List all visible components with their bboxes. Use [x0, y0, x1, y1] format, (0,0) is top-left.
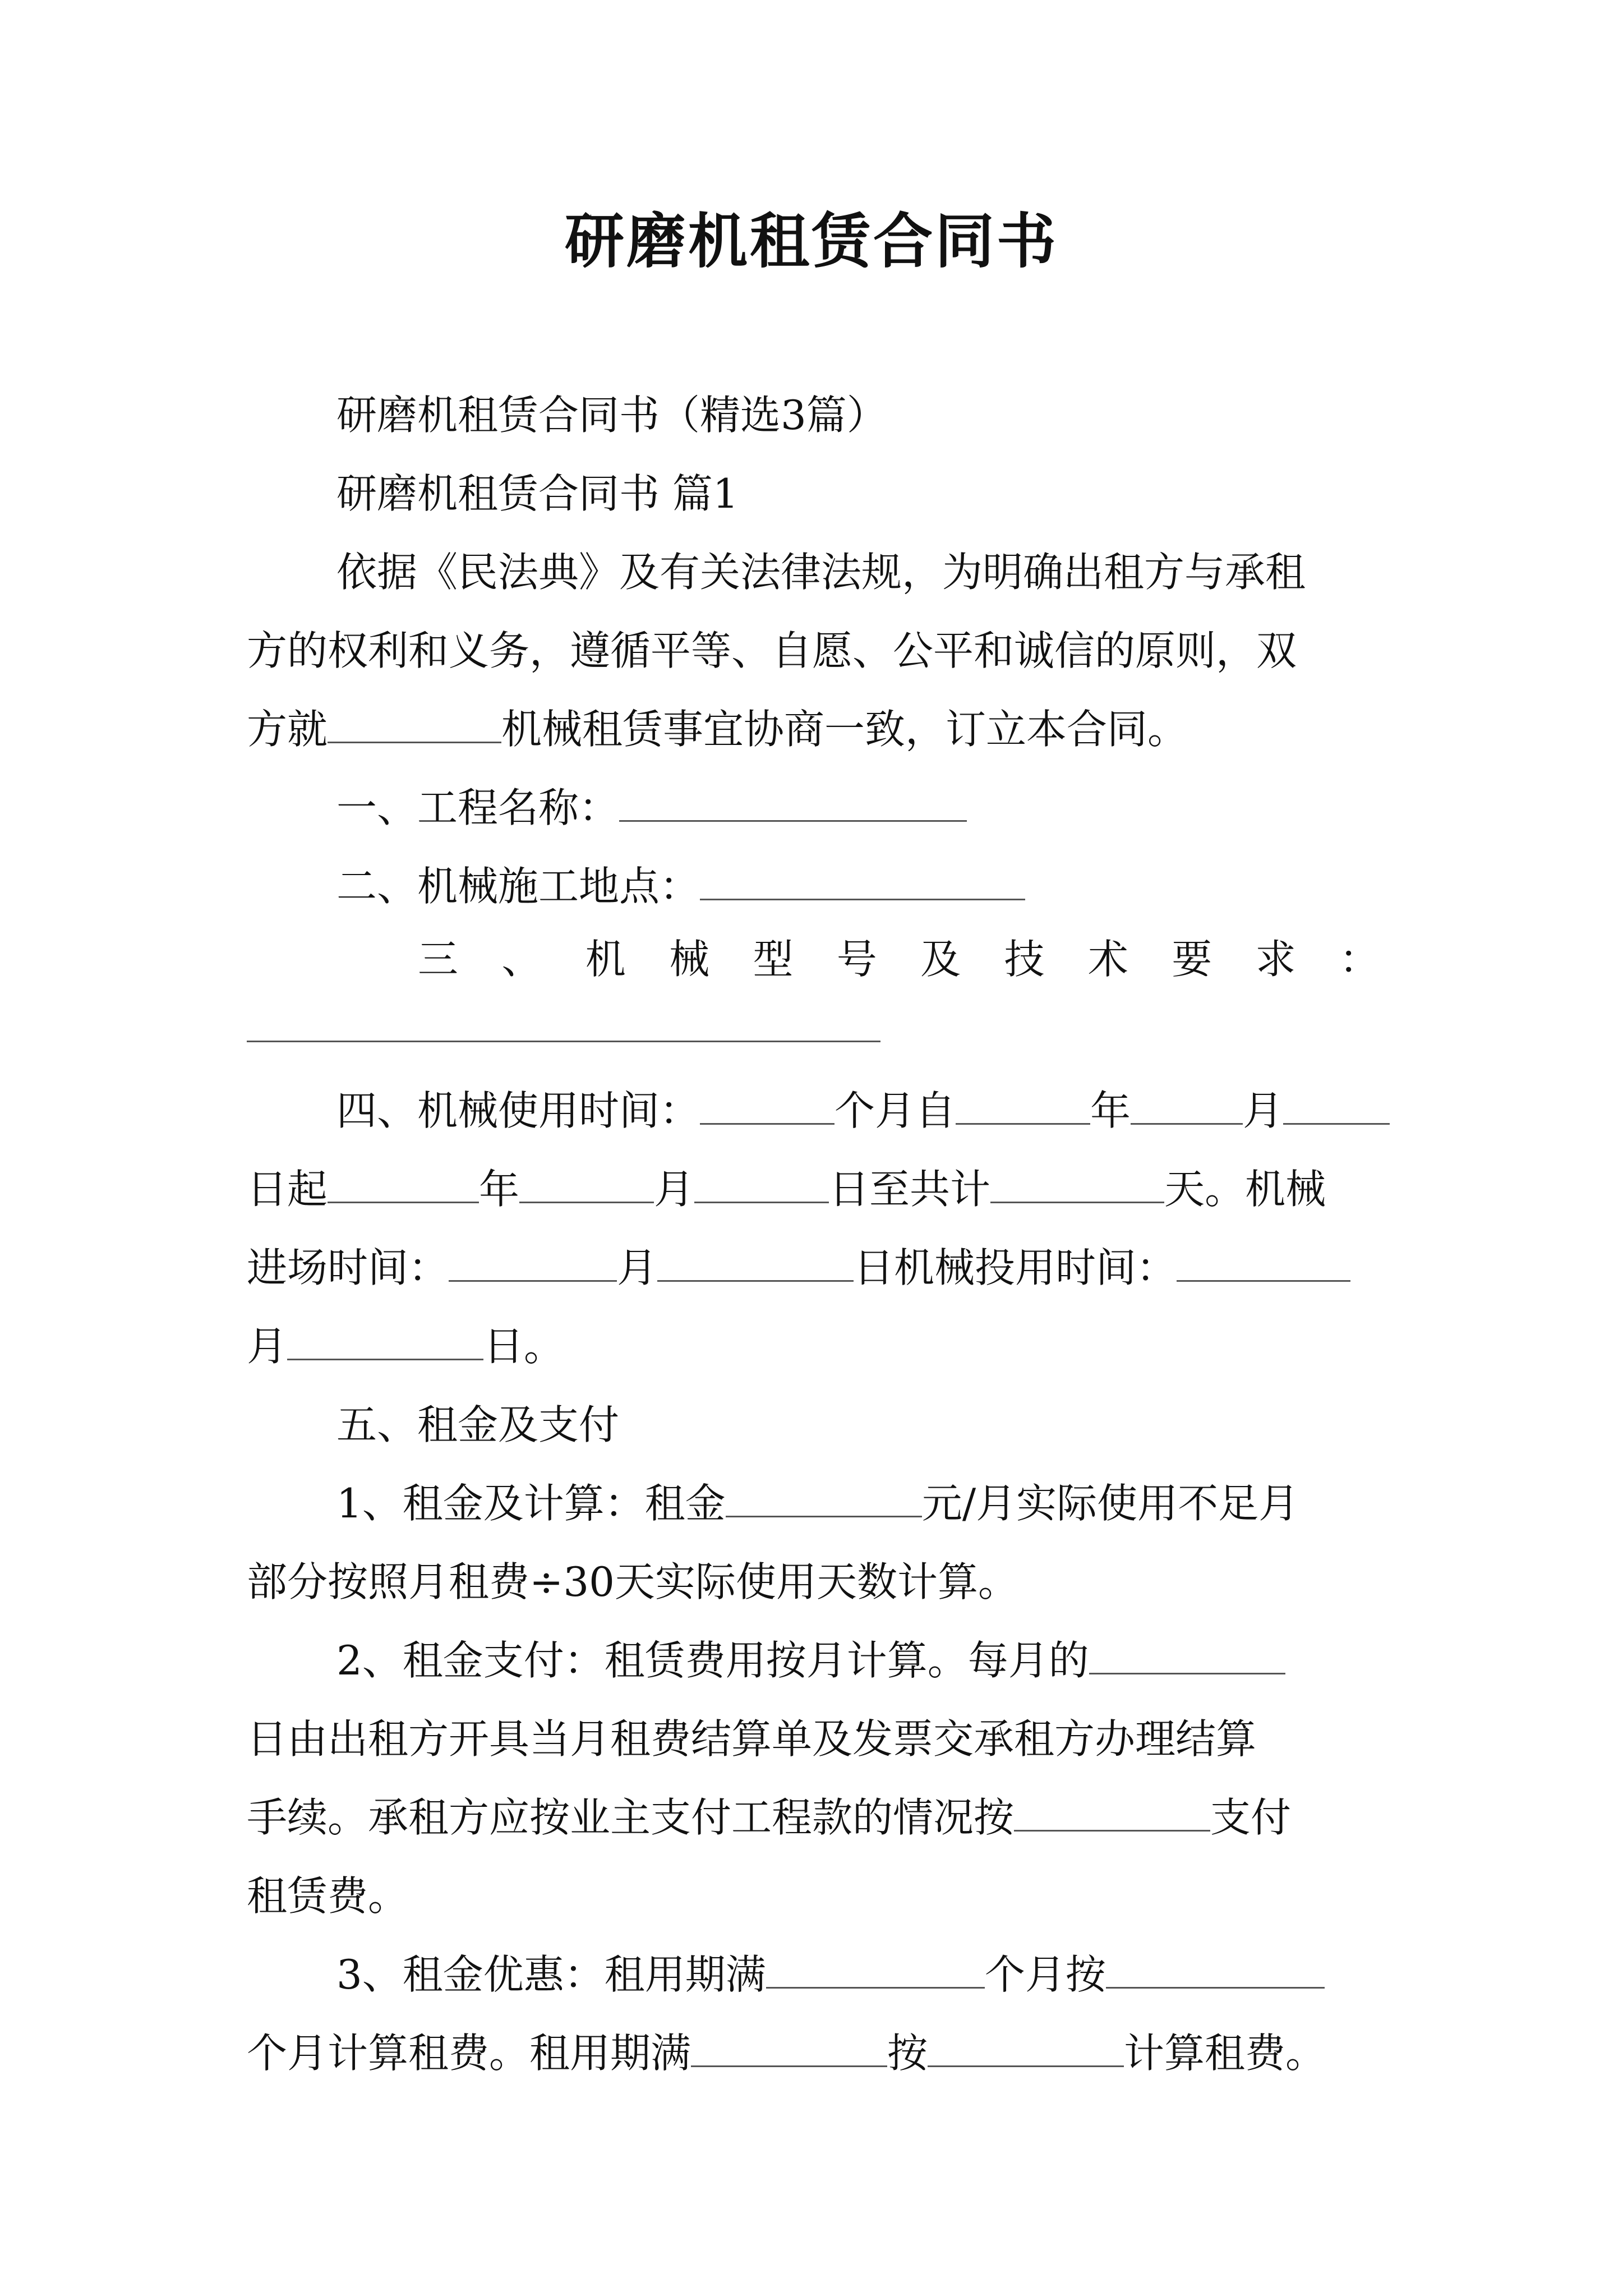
rent-discount-line-2: [247, 2025, 1326, 2081]
char: 械: [669, 936, 710, 983]
text-segment: 3、租金优惠：租用期满: [336, 1951, 766, 1998]
char: 机: [585, 936, 626, 983]
blank-field: [1283, 1086, 1390, 1125]
blank-field: [726, 1479, 922, 1517]
intro-line-3-end: 机械租赁事宜协商一致，订立本合同。: [501, 706, 1188, 753]
rent-calc-line-2: 部分按照月租费÷30天实际使用天数计算。: [247, 1558, 1018, 1605]
item-usage-time-line-1: [336, 1083, 1390, 1139]
char: 技: [1004, 936, 1045, 983]
char: ：: [1339, 936, 1380, 983]
item-usage-time-line-4: [247, 1318, 564, 1374]
rent-payment-line-3: [247, 1789, 1291, 1846]
text-segment: 天。机械: [1164, 1166, 1326, 1213]
text-segment: 支付: [1210, 1794, 1292, 1841]
text-segment: 月: [654, 1166, 695, 1213]
blank-field: [287, 1322, 483, 1360]
rent-payment-line-4: 租赁费。: [247, 1872, 409, 1920]
text-segment: 日。: [483, 1323, 565, 1370]
char: 要: [1172, 936, 1212, 983]
text-segment: 日起: [247, 1166, 328, 1213]
blank-field: [1131, 1086, 1243, 1125]
blank-field: [700, 1086, 834, 1125]
text-segment: 年: [479, 1166, 520, 1213]
intro-line-2: 方的权利和义务，遵循平等、自愿、公平和诚信的原则，双: [247, 627, 1297, 674]
blank-field: [1177, 1243, 1350, 1282]
intro-line-3: [247, 701, 1188, 757]
blank-field: [928, 2028, 1124, 2067]
rent-payment-line-1: [336, 1632, 1285, 1688]
blank-field: [990, 1165, 1164, 1203]
subtitle: 研磨机租赁合同书（精选3篇）: [336, 392, 887, 439]
blank-field: [328, 1165, 479, 1203]
char: 三: [418, 936, 459, 983]
rent-discount-line-1: [336, 1947, 1325, 2003]
char: 求: [1255, 936, 1296, 983]
blank-field: [1106, 1950, 1325, 1989]
text-segment: 手续。承租方应按业主支付工程款的情况按: [247, 1794, 1015, 1841]
text-segment: 年: [1090, 1087, 1131, 1134]
blank-field: [694, 1165, 829, 1203]
blank-field: [1014, 1793, 1210, 1832]
char: 术: [1087, 936, 1128, 983]
blank-field: [1089, 1636, 1285, 1674]
blank-field: [619, 783, 967, 822]
blank-field: [700, 862, 1025, 900]
text-segment: 月: [1243, 1087, 1284, 1134]
text-segment: 月: [617, 1244, 658, 1291]
text-segment: 日至共计: [829, 1166, 991, 1213]
blank-field: [657, 1243, 854, 1282]
text-segment: 个月按: [984, 1951, 1106, 1998]
text-segment: 进场时间：: [247, 1244, 449, 1291]
blank-field: [766, 1950, 985, 1989]
char: 型: [753, 936, 794, 983]
char: 号: [836, 936, 877, 983]
usage-label: 四、机械使用时间：: [336, 1087, 700, 1134]
blank-field: [247, 1041, 880, 1042]
text-segment: 1、租金及计算：租金: [336, 1480, 726, 1527]
intro-line-1: 依据《民法典》及有关法律法规，为明确出租方与承租: [336, 549, 1306, 596]
rent-calc-line-1: [336, 1475, 1299, 1531]
blank-field: [328, 705, 501, 743]
item-usage-time-line-2: [247, 1161, 1326, 1217]
text-segment: 个月自: [834, 1087, 956, 1134]
blank-field: [956, 1086, 1090, 1125]
blank-field: [691, 2028, 887, 2067]
text-segment: 日机械投用时间：: [854, 1244, 1177, 1291]
text-segment: 计算租费。: [1124, 2030, 1326, 2077]
text-segment: 个月计算租费。租用期满: [247, 2030, 691, 2077]
section-heading: 研磨机租赁合同书 篇1: [336, 470, 739, 517]
blank-field: [519, 1165, 654, 1203]
text-segment: 元/月实际使用不足月: [921, 1480, 1299, 1527]
text-segment: 按: [887, 2030, 928, 2077]
intro-line-3-start: 方就: [247, 706, 328, 753]
char: 、: [501, 936, 542, 983]
char: 及: [920, 936, 961, 983]
item-project-name-label: 一、工程名称：: [336, 784, 620, 831]
text-segment: 2、租金支付：租赁费用按月计算。每月的: [336, 1637, 1089, 1684]
item-model-requirements: [418, 931, 1380, 987]
item-project-name: [336, 780, 967, 836]
page-title: 研磨机租赁合同书: [565, 206, 1058, 276]
item-site: [336, 858, 1025, 914]
rent-payment-line-2: 日由出租方开具当月租费结算单及发票交承租方办理结算: [247, 1715, 1257, 1763]
item-site-label: 二、机械施工地点：: [336, 863, 700, 910]
text-segment: 月: [247, 1323, 288, 1370]
item-usage-time-line-3: [247, 1240, 1350, 1296]
item-rent-payment: 五、租金及支付: [336, 1401, 620, 1448]
blank-field: [449, 1243, 617, 1282]
